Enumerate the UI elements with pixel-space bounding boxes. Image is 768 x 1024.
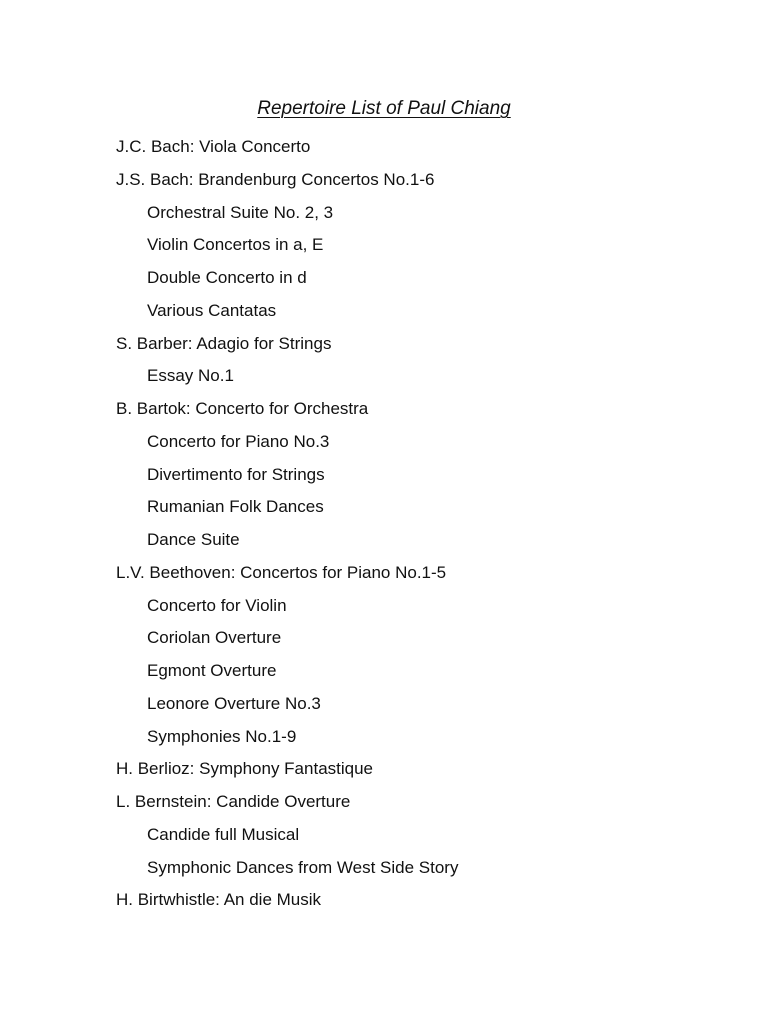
repertoire-work-item: Various Cantatas	[147, 300, 277, 320]
repertoire-work-item: Divertimento for Strings	[147, 464, 325, 484]
repertoire-work-item: Leonore Overture No.3	[147, 693, 321, 713]
repertoire-list	[116, 134, 458, 920]
repertoire-work-item: Violin Concertos in a, E	[147, 235, 324, 255]
repertoire-composer-item: S. Barber: Adagio for Strings	[116, 333, 332, 353]
repertoire-composer-item: J.S. Bach: Brandenburg Concertos No.1-6	[116, 169, 435, 189]
repertoire-work-item: Concerto for Piano No.3	[147, 431, 330, 451]
repertoire-work-item: Orchestral Suite No. 2, 3	[147, 202, 334, 222]
repertoire-work-item: Rumanian Folk Dances	[147, 497, 324, 517]
repertoire-work-item: Double Concerto in d	[147, 268, 307, 287]
repertoire-work-item: Essay No.1	[147, 366, 234, 386]
repertoire-composer-item: L. Bernstein: Candide Overture	[116, 792, 351, 811]
repertoire-work-item: Egmont Overture	[147, 661, 277, 680]
repertoire-composer-item: J.C. Bach: Viola Concerto	[116, 137, 311, 156]
repertoire-composer-item: H. Berlioz: Symphony Fantastique	[116, 759, 374, 779]
document-title: Repertoire List of Paul Chiang	[257, 98, 511, 119]
repertoire-composer-item: H. Birtwhistle: An die Musik	[116, 890, 322, 910]
repertoire-work-item: Symphonic Dances from West Side Story	[147, 857, 459, 877]
repertoire-composer-item: L.V. Beethoven: Concertos for Piano No.1-5	[116, 562, 447, 582]
repertoire-work-item: Concerto for Violin	[147, 595, 287, 615]
repertoire-work-item: Candide full Musical	[147, 824, 300, 844]
repertoire-work-item: Dance Suite	[147, 530, 240, 549]
repertoire-work-item: Symphonies No.1-9	[147, 726, 297, 746]
repertoire-work-item: Coriolan Overture	[147, 628, 282, 648]
repertoire-composer-item: B. Bartok: Concerto for Orchestra	[116, 399, 369, 418]
